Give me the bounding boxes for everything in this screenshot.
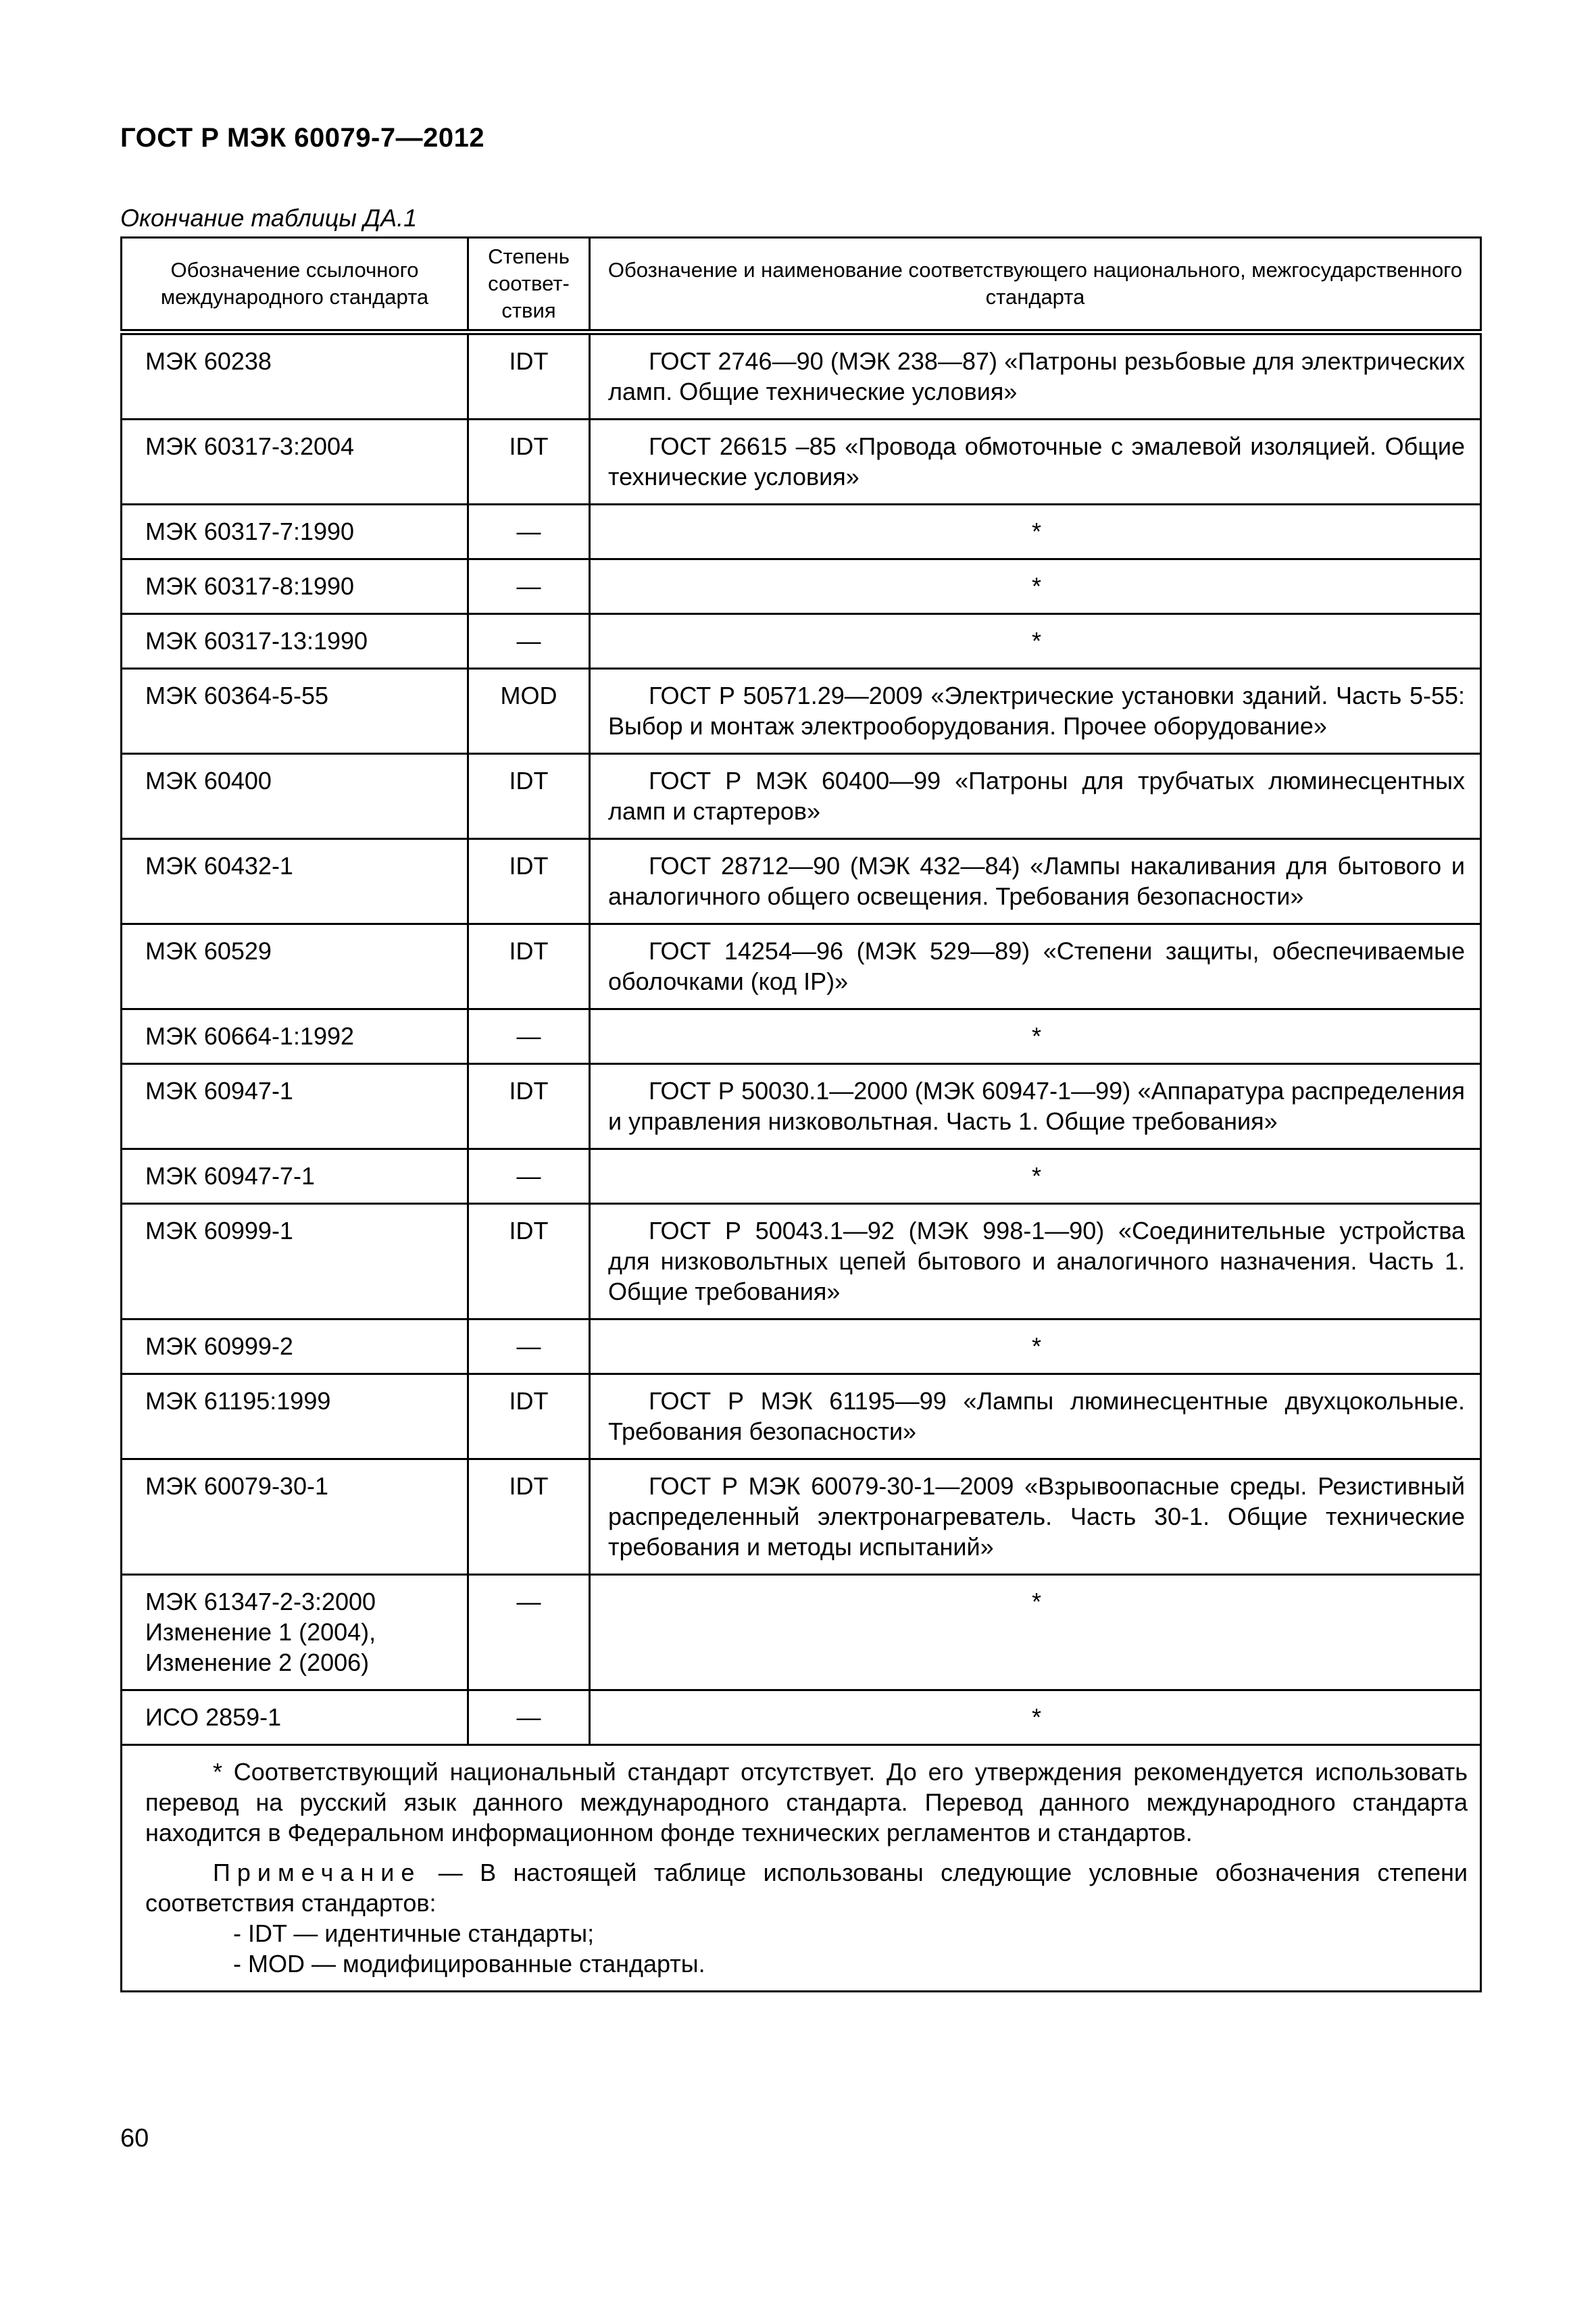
reference-standard-cell: МЭК 60432-1: [122, 839, 468, 924]
table-row: [122, 839, 1481, 924]
reference-standard-cell: МЭК 60317-7:1990: [122, 505, 468, 559]
conformity-degree-cell: IDT: [468, 1064, 590, 1149]
national-standard-text: ГОСТ 28712—90 (МЭК 432—84) «Лампы накаливания для бытового и аналогичного общего освещения. Требования безопасности»: [608, 852, 1465, 910]
national-standard-cell: [590, 839, 1481, 924]
national-standard-cell: *: [590, 1149, 1481, 1204]
table-row: [122, 924, 1481, 1009]
conformity-degree-cell: IDT: [468, 924, 590, 1009]
national-standard-text: ГОСТ Р 50030.1—2000 (МЭК 60947-1—99) «Аппаратура распределения и управления низковольтная. Часть 1. Общие требования»: [608, 1077, 1465, 1135]
national-standard-cell: [590, 1374, 1481, 1459]
column-header-degree: Степень соответ-ствия: [468, 238, 590, 332]
table-row: [122, 1575, 1481, 1690]
conformity-degree-cell: —: [468, 1319, 590, 1374]
column-header-reference: Обозначение ссылочного международного стандарта: [122, 238, 468, 332]
reference-standard-cell: МЭК 60529: [122, 924, 468, 1009]
table-caption: Окончание таблицы ДА.1: [120, 204, 418, 232]
note-item-idt: - IDT — идентичные стандарты;: [233, 1919, 595, 1947]
national-standard-cell: *: [590, 1575, 1481, 1690]
reference-standard-cell: МЭК 60238: [122, 332, 468, 420]
reference-standard-cell: ИСО 2859-1: [122, 1690, 468, 1745]
reference-standard-cell: МЭК 61195:1999: [122, 1374, 468, 1459]
table-row: [122, 1319, 1481, 1374]
conformity-degree-cell: —: [468, 1149, 590, 1204]
footnote-text: * Соответствующий национальный стандарт отсутствует. До его утверждения рекомендуется использовать перевод на русский язык данного международного стандарта. Перевод данного международного стандарта находится в Федеральном информационном фонде технических регламентов и стандартов.: [145, 1758, 1468, 1846]
national-standard-text: ГОСТ Р 50571.29—2009 «Электрические установки зданий. Часть 5-55: Выбор и монтаж электрооборудования. Прочее оборудование»: [608, 682, 1465, 740]
national-standard-cell: *: [590, 1690, 1481, 1745]
reference-standard-cell: МЭК 60947-7-1: [122, 1149, 468, 1204]
reference-standard-cell: МЭК 60317-13:1990: [122, 614, 468, 669]
conformity-degree-cell: IDT: [468, 1204, 590, 1319]
national-standard-cell: [590, 1064, 1481, 1149]
national-standard-cell: *: [590, 1319, 1481, 1374]
national-standard-cell: *: [590, 505, 1481, 559]
conformity-degree-cell: IDT: [468, 1459, 590, 1575]
page-number: 60: [120, 2124, 149, 2153]
national-standard-cell: [590, 924, 1481, 1009]
national-standard-text: ГОСТ Р МЭК 60079-30-1—2009 «Взрывоопасные среды. Резистивный распределенный электронагреватель. Часть 30-1. Общие технические требования и методы испытаний»: [608, 1472, 1465, 1561]
table-row: [122, 1690, 1481, 1745]
reference-standard-cell: МЭК 60317-8:1990: [122, 559, 468, 614]
conformity-degree-cell: —: [468, 614, 590, 669]
document-title: ГОСТ Р МЭК 60079-7—2012: [120, 123, 485, 153]
footer-cell: [122, 1745, 1481, 1992]
conformity-degree-cell: IDT: [468, 420, 590, 505]
table-row: [122, 505, 1481, 559]
national-standard-text: ГОСТ Р МЭК 61195—99 «Лампы люминесцентные двухцокольные. Требования безопасности»: [608, 1387, 1465, 1445]
national-standard-cell: [590, 669, 1481, 754]
table-body: [122, 332, 1481, 1745]
national-standard-cell: *: [590, 559, 1481, 614]
national-standard-text: ГОСТ Р МЭК 60400—99 «Патроны для трубчатых люминесцентных ламп и стартеров»: [608, 767, 1465, 825]
table-row: [122, 669, 1481, 754]
table-row: [122, 1064, 1481, 1149]
standards-table: [120, 236, 1482, 1992]
column-header-national-standard: Обозначение и наименование соответствующего национального, межгосударственного стандарта: [590, 238, 1481, 332]
table-row: [122, 1149, 1481, 1204]
table-row: [122, 754, 1481, 839]
note-text: — В настоящей таблице использованы следующие условные обозначения степени соответствия стандартов:: [145, 1859, 1468, 1917]
conformity-degree-cell: IDT: [468, 754, 590, 839]
national-standard-text: ГОСТ 2746—90 (МЭК 238—87) «Патроны резьбовые для электрических ламп. Общие технические условия»: [608, 347, 1465, 405]
national-standard-text: ГОСТ Р 50043.1—92 (МЭК 998-1—90) «Соединительные устройства для низковольтных цепей бытового и аналогичного назначения. Часть 1. Общие требования»: [608, 1217, 1465, 1305]
table-header-row: [122, 238, 1481, 332]
table-row: [122, 1374, 1481, 1459]
national-standard-cell: [590, 1459, 1481, 1575]
national-standard-cell: [590, 420, 1481, 505]
note-item-mod: - MOD — модифицированные стандарты.: [233, 1950, 705, 1978]
conformity-degree-cell: IDT: [468, 332, 590, 420]
national-standard-cell: [590, 332, 1481, 420]
conformity-degree-cell: —: [468, 1690, 590, 1745]
national-standard-cell: *: [590, 614, 1481, 669]
table-row: [122, 614, 1481, 669]
national-standard-text: ГОСТ 14254—96 (МЭК 529—89) «Степени защиты, обеспечиваемые оболочками (код IP)»: [608, 937, 1465, 995]
table-row: [122, 1204, 1481, 1319]
national-standard-cell: [590, 1204, 1481, 1319]
table-row: [122, 332, 1481, 420]
footer-row: [122, 1745, 1481, 1992]
conformity-degree-cell: —: [468, 1009, 590, 1064]
reference-standard-cell: МЭК 60079-30-1: [122, 1459, 468, 1575]
table-row: [122, 559, 1481, 614]
conformity-degree-cell: IDT: [468, 839, 590, 924]
conformity-degree-cell: IDT: [468, 1374, 590, 1459]
reference-standard-cell: МЭК 60400: [122, 754, 468, 839]
reference-standard-cell: МЭК 60664-1:1992: [122, 1009, 468, 1064]
reference-standard-cell: МЭК 60364-5-55: [122, 669, 468, 754]
reference-standard-cell: МЭК 60999-2: [122, 1319, 468, 1374]
reference-standard-cell: МЭК 60947-1: [122, 1064, 468, 1149]
reference-standard-cell: МЭК 60999-1: [122, 1204, 468, 1319]
conformity-degree-cell: —: [468, 505, 590, 559]
conformity-degree-cell: —: [468, 559, 590, 614]
table-row: [122, 1459, 1481, 1575]
national-standard-cell: [590, 754, 1481, 839]
table-row: [122, 420, 1481, 505]
reference-standard-cell: МЭК 60317-3:2004: [122, 420, 468, 505]
reference-standard-cell: МЭК 61347-2-3:2000 Изменение 1 (2004), Изменение 2 (2006): [122, 1575, 468, 1690]
conformity-degree-cell: MOD: [468, 669, 590, 754]
conformity-degree-cell: —: [468, 1575, 590, 1690]
note-label: Примечание: [213, 1859, 422, 1886]
national-standard-text: ГОСТ 26615 –85 «Провода обмоточные с эмалевой изоляцией. Общие технические условия»: [608, 432, 1465, 491]
note-paragraph: [145, 1857, 1468, 1918]
national-standard-cell: *: [590, 1009, 1481, 1064]
table-row: [122, 1009, 1481, 1064]
